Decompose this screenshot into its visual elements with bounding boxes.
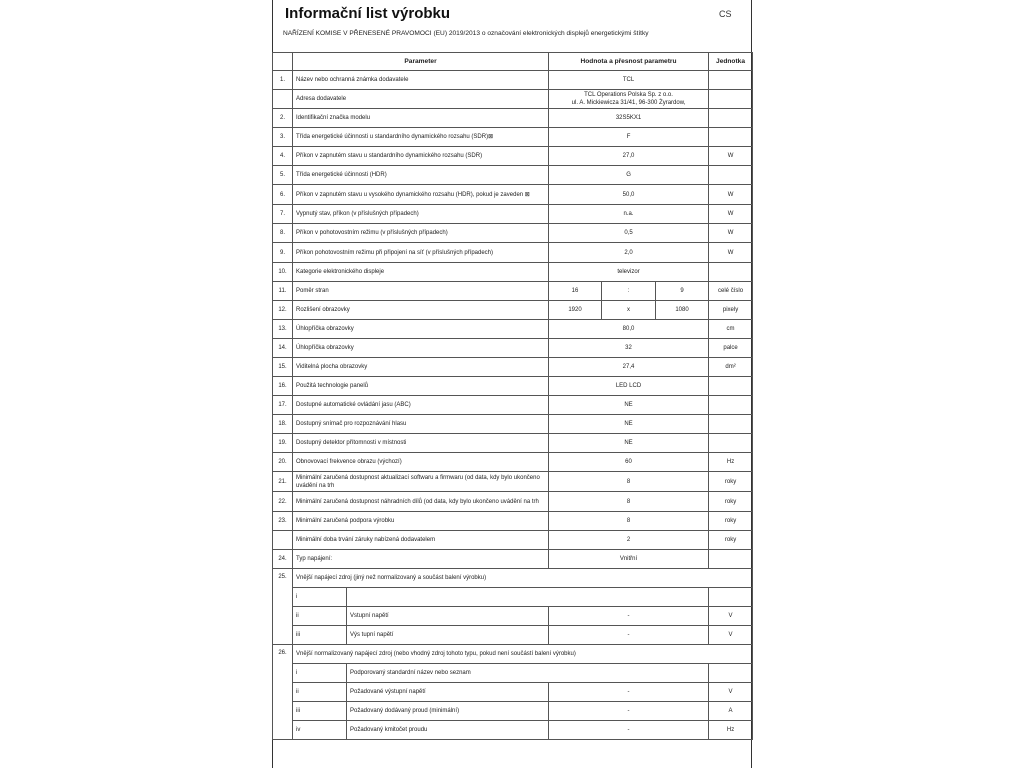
- sub-index: ii: [293, 683, 347, 702]
- unit-value: roky: [709, 531, 753, 550]
- row-number: 21.: [273, 472, 293, 492]
- row-number: 14.: [273, 339, 293, 358]
- value-b: 1080: [656, 301, 709, 320]
- parameter-value: 27,0: [549, 147, 709, 166]
- parameter-label: Dostupný snímač pro rozpoznávání hlasu: [293, 415, 549, 434]
- value-a: 16: [549, 282, 602, 301]
- sub-row: [273, 721, 753, 740]
- unit-value: palce: [709, 339, 753, 358]
- unit-value: W: [709, 205, 753, 224]
- parameter-value: 32: [549, 339, 709, 358]
- parameter-label: Třída energetické účinnosti (HDR): [293, 166, 549, 185]
- table-row: [273, 166, 753, 185]
- sub-parameter: Výs tupní napětí: [347, 626, 549, 645]
- parameter-value: 32S5KX1: [549, 109, 709, 128]
- sub-value: -: [549, 683, 709, 702]
- table-row: [273, 396, 753, 415]
- section-header-row: [273, 569, 753, 588]
- parameter-label: Příkon v zapnutém stavu u vysokého dynamického rozsahu (HDR), pokud je zaveden ⊠: [293, 185, 549, 205]
- parameter-value: 2: [549, 531, 709, 550]
- table-row: [273, 472, 753, 492]
- table-row: [273, 339, 753, 358]
- parameter-value: 2,0: [549, 243, 709, 263]
- parameter-value: F: [549, 128, 709, 147]
- unit-value: [709, 377, 753, 396]
- parameter-label: Vypnutý stav, příkon (v příslušných případech): [293, 205, 549, 224]
- row-number: 23.: [273, 512, 293, 531]
- table-row: [273, 434, 753, 453]
- value-column-header: Hodnota a přesnost parametru: [549, 53, 709, 71]
- sub-parameter: Vstupní napětí: [347, 607, 549, 626]
- table-row: [273, 282, 753, 301]
- table-row: [273, 550, 753, 569]
- parameter-label: Obnovovací frekvence obrazu (výchozí): [293, 453, 549, 472]
- parameter-label: Úhlopříčka obrazovky: [293, 339, 549, 358]
- table-row: [273, 147, 753, 166]
- unit-value: [709, 90, 753, 109]
- row-number: 9.: [273, 243, 293, 263]
- sub-unit: V: [709, 683, 753, 702]
- table-row: [273, 90, 753, 109]
- row-number: 13.: [273, 320, 293, 339]
- unit-value: W: [709, 224, 753, 243]
- number-column-header: [273, 53, 293, 71]
- table-row: [273, 377, 753, 396]
- unit-value: [709, 109, 753, 128]
- parameter-label: Název nebo ochranná známka dodavatele: [293, 71, 549, 90]
- document-title: Informační list výrobku: [285, 5, 451, 22]
- parameter-value: 0,5: [549, 224, 709, 243]
- parameter-label: Příkon v pohotovostním režimu (v příslušných případech): [293, 224, 549, 243]
- parameter-value: LED LCD: [549, 377, 709, 396]
- sub-unit: [709, 664, 753, 683]
- unit-column-header: Jednotka: [709, 53, 753, 71]
- product-information-sheet: [272, 0, 752, 768]
- table-row: [273, 320, 753, 339]
- row-number: [273, 531, 293, 550]
- parameter-label: Příkon v zapnutém stavu u standardního dynamického rozsahu (SDR): [293, 147, 549, 166]
- address-line-1: TCL Operations Polska Sp. z o.o.: [584, 92, 673, 98]
- row-number: 24.: [273, 550, 293, 569]
- sub-unit: V: [709, 607, 753, 626]
- parameter-label: Viditelná plocha obrazovky: [293, 358, 549, 377]
- parameter-label: Adresa dodavatele: [293, 90, 549, 109]
- table-row: [273, 243, 753, 263]
- sub-row: [273, 683, 753, 702]
- sub-unit: V: [709, 626, 753, 645]
- unit-value: dm²: [709, 358, 753, 377]
- table-row: [273, 512, 753, 531]
- row-number: 22.: [273, 492, 293, 512]
- row-number: 8.: [273, 224, 293, 243]
- language-code: CS: [719, 9, 732, 19]
- parameter-value: 50,0: [549, 185, 709, 205]
- parameter-label: Identifikační značka modelu: [293, 109, 549, 128]
- unit-value: [709, 550, 753, 569]
- table-row: [273, 301, 753, 320]
- parameter-value: 60: [549, 453, 709, 472]
- parameter-label: Rozlišení obrazovky: [293, 301, 549, 320]
- parameter-label: Úhlopříčka obrazovky: [293, 320, 549, 339]
- sub-parameter: Požadovaný dodávaný proud (minimální): [347, 702, 549, 721]
- sub-row: [273, 607, 753, 626]
- row-number: [273, 90, 293, 109]
- table-row: [273, 415, 753, 434]
- unit-value: [709, 166, 753, 185]
- parameter-value: 27,4: [549, 358, 709, 377]
- row-number: 11.: [273, 282, 293, 301]
- address-line-2: ul. A. Mickiewicza 31/41, 96-300 Żyrardow,: [571, 100, 686, 106]
- sub-index: iii: [293, 626, 347, 645]
- sub-parameter: Podporovaný standardní název nebo seznam: [347, 664, 709, 683]
- value-separator: :: [602, 282, 656, 301]
- parameter-table: [272, 52, 753, 740]
- sub-index: i: [293, 664, 347, 683]
- sub-index: iii: [293, 702, 347, 721]
- row-number: 10.: [273, 263, 293, 282]
- row-number: 5.: [273, 166, 293, 185]
- parameter-value: Vnitřní: [549, 550, 709, 569]
- row-number: 19.: [273, 434, 293, 453]
- row-number: 15.: [273, 358, 293, 377]
- unit-value: W: [709, 185, 753, 205]
- row-number: 7.: [273, 205, 293, 224]
- value-separator: x: [602, 301, 656, 320]
- sub-unit: Hz: [709, 721, 753, 740]
- parameter-label: Použitá technologie panelů: [293, 377, 549, 396]
- unit-value: [709, 396, 753, 415]
- sub-unit: [709, 588, 753, 607]
- parameter-column-header: Parameter: [293, 53, 549, 71]
- table-row: [273, 185, 753, 205]
- sub-row: [273, 588, 753, 607]
- unit-value: celé číslo: [709, 282, 753, 301]
- parameter-label: Minimální zaručená dostupnost aktualizací softwaru a firmwaru (od data, kdy bylo ukončeno uvádění na trh: [293, 472, 549, 492]
- section-title: Vnější normalizovaný napájecí zdroj (nebo vhodný zdroj tohoto typu, pokud není součástí balení výrobku): [293, 645, 753, 664]
- unit-value: roky: [709, 472, 753, 492]
- table-row: [273, 453, 753, 472]
- parameter-label: Dostupný detektor přítomnosti v místnosti: [293, 434, 549, 453]
- parameter-value: 8: [549, 512, 709, 531]
- regulation-subtitle: NAŘÍZENÍ KOMISE V PŘENESENÉ PRAVOMOCI (EU) 2019/2013 o označování elektronických displejů energetickými štítky: [283, 30, 649, 37]
- parameter-label: Minimální zaručená dostupnost náhradních dílů (od data, kdy bylo ukončeno uvádění na trh: [293, 492, 549, 512]
- table-row: [273, 492, 753, 512]
- table-row: [273, 531, 753, 550]
- table-header-row: [273, 53, 753, 71]
- sub-row: [273, 664, 753, 683]
- row-number: 17.: [273, 396, 293, 415]
- row-number: 4.: [273, 147, 293, 166]
- sub-row: [273, 702, 753, 721]
- parameter-label: Dostupné automatické ovládání jasu (ABC): [293, 396, 549, 415]
- table-row: [273, 71, 753, 90]
- parameter-value: NE: [549, 415, 709, 434]
- row-number: 1.: [273, 71, 293, 90]
- row-number: 18.: [273, 415, 293, 434]
- row-number: 25.: [273, 569, 293, 645]
- unit-value: cm: [709, 320, 753, 339]
- sub-index: i: [293, 588, 347, 607]
- section-title: Vnější napájecí zdroj (jiný než normalizovaný a součást balení výrobku): [293, 569, 753, 588]
- table-row: [273, 358, 753, 377]
- sub-value: -: [549, 626, 709, 645]
- parameter-value: televizor: [549, 263, 709, 282]
- row-number: 3.: [273, 128, 293, 147]
- parameter-label: Typ napájení:: [293, 550, 549, 569]
- row-number: 26.: [273, 645, 293, 740]
- sub-unit: A: [709, 702, 753, 721]
- table-row: [273, 205, 753, 224]
- sub-index: ii: [293, 607, 347, 626]
- sub-row: [273, 626, 753, 645]
- parameter-value: NE: [549, 396, 709, 415]
- unit-value: [709, 263, 753, 282]
- unit-value: [709, 434, 753, 453]
- row-number: 6.: [273, 185, 293, 205]
- parameter-value: TCL: [549, 71, 709, 90]
- parameter-label: Minimální doba trvání záruky nabízená dodavatelem: [293, 531, 549, 550]
- sub-index: iv: [293, 721, 347, 740]
- parameter-value: 8: [549, 472, 709, 492]
- unit-value: roky: [709, 512, 753, 531]
- parameter-label: Poměr stran: [293, 282, 549, 301]
- unit-value: [709, 128, 753, 147]
- value-b: 9: [656, 282, 709, 301]
- parameter-label: Minimální zaručená podpora výrobku: [293, 512, 549, 531]
- unit-value: [709, 415, 753, 434]
- parameter-value: NE: [549, 434, 709, 453]
- sub-value: -: [549, 702, 709, 721]
- sub-parameter: [347, 588, 709, 607]
- row-number: 2.: [273, 109, 293, 128]
- sub-value: -: [549, 607, 709, 626]
- parameter-value: [549, 90, 709, 109]
- unit-value: Hz: [709, 453, 753, 472]
- sub-parameter: Požadované výstupní napětí: [347, 683, 549, 702]
- row-number: 12.: [273, 301, 293, 320]
- table-row: [273, 224, 753, 243]
- unit-value: pixely: [709, 301, 753, 320]
- unit-value: W: [709, 147, 753, 166]
- table-row: [273, 109, 753, 128]
- table-row: [273, 128, 753, 147]
- row-number: 16.: [273, 377, 293, 396]
- unit-value: roky: [709, 492, 753, 512]
- value-a: 1920: [549, 301, 602, 320]
- parameter-value: 8: [549, 492, 709, 512]
- parameter-label: Třída energetické účinnosti u standardního dynamického rozsahu (SDR)⊠: [293, 128, 549, 147]
- parameter-label: Kategorie elektronického displeje: [293, 263, 549, 282]
- row-number: 20.: [273, 453, 293, 472]
- sub-parameter: Požadovaný kmitočet proudu: [347, 721, 549, 740]
- section-header-row: [273, 645, 753, 664]
- parameter-label: Příkon pohotovostním režimu při připojení na síť (v příslušných případech): [293, 243, 549, 263]
- parameter-value: n.a.: [549, 205, 709, 224]
- table-row: [273, 263, 753, 282]
- unit-value: [709, 71, 753, 90]
- unit-value: W: [709, 243, 753, 263]
- parameter-value: 80,0: [549, 320, 709, 339]
- parameter-value: G: [549, 166, 709, 185]
- sub-value: -: [549, 721, 709, 740]
